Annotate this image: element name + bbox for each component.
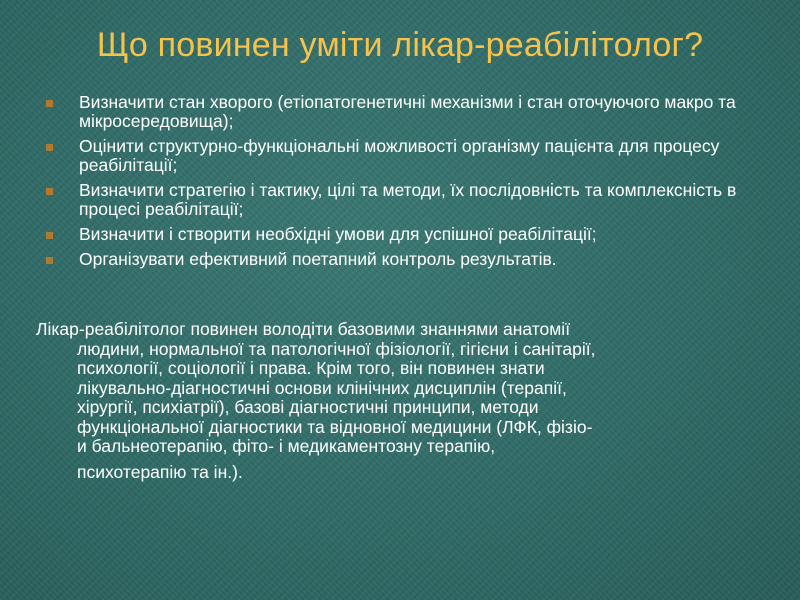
bullet-square-icon xyxy=(46,100,53,107)
slide-title: Що повинен уміти лікар-реабілітолог? xyxy=(96,26,704,64)
bullet-text: Оцінити структурно-функціональні можливості організму пацієнта для процесу реабілітації; xyxy=(79,136,720,175)
bullet-text: Визначити стан хворого (етіопатогенетичні механізми і стан оточуючого макро та мікросередовища); xyxy=(79,92,736,131)
bullet-square-icon xyxy=(46,257,53,264)
bullet-item xyxy=(44,225,764,244)
bullet-item xyxy=(44,181,764,219)
bullet-item xyxy=(44,250,764,269)
paragraph-line: Лікар-реабілітолог повинен володіти базовими знаннями анатомії xyxy=(36,319,571,339)
bullet-square-icon xyxy=(46,144,53,151)
paragraph-line: психотерапію та ін.). xyxy=(77,461,243,482)
bullet-item xyxy=(44,137,764,175)
paragraph-line: психології, соціології і права. Крім того, він повинен знати xyxy=(77,358,545,378)
bullet-square-icon xyxy=(46,188,53,195)
bullet-square-icon xyxy=(46,232,53,239)
paragraph-line: лікувально-діагностичні основи клінічних дисциплін (терапії, xyxy=(77,377,567,398)
bullet-text: Організувати ефективний поетапний контроль результатів. xyxy=(79,249,557,269)
bullet-text: Визначити і створити необхідні умови для успішної реабілітації; xyxy=(79,224,597,244)
paragraph-line: функціональної діагностики та відновної медицини (ЛФК, фізіо- xyxy=(77,416,593,437)
paragraph-line: и бальнеотерапію, фіто- і медикаментозну терапію, xyxy=(77,436,496,456)
bullet-text: Визначити стратегію і тактику, цілі та методи, їх послідовність та комплексність в процесі реабілітації; xyxy=(79,180,737,219)
bullet-list xyxy=(44,93,764,275)
body-paragraph xyxy=(36,320,766,482)
paragraph-line: хірургії, психіатрії), базові діагностичні принципи, методи xyxy=(77,397,539,417)
bullet-item xyxy=(44,93,764,131)
paragraph-line: людини, нормальної та патологічної фізіології, гігієни і санітарії, xyxy=(77,338,596,359)
